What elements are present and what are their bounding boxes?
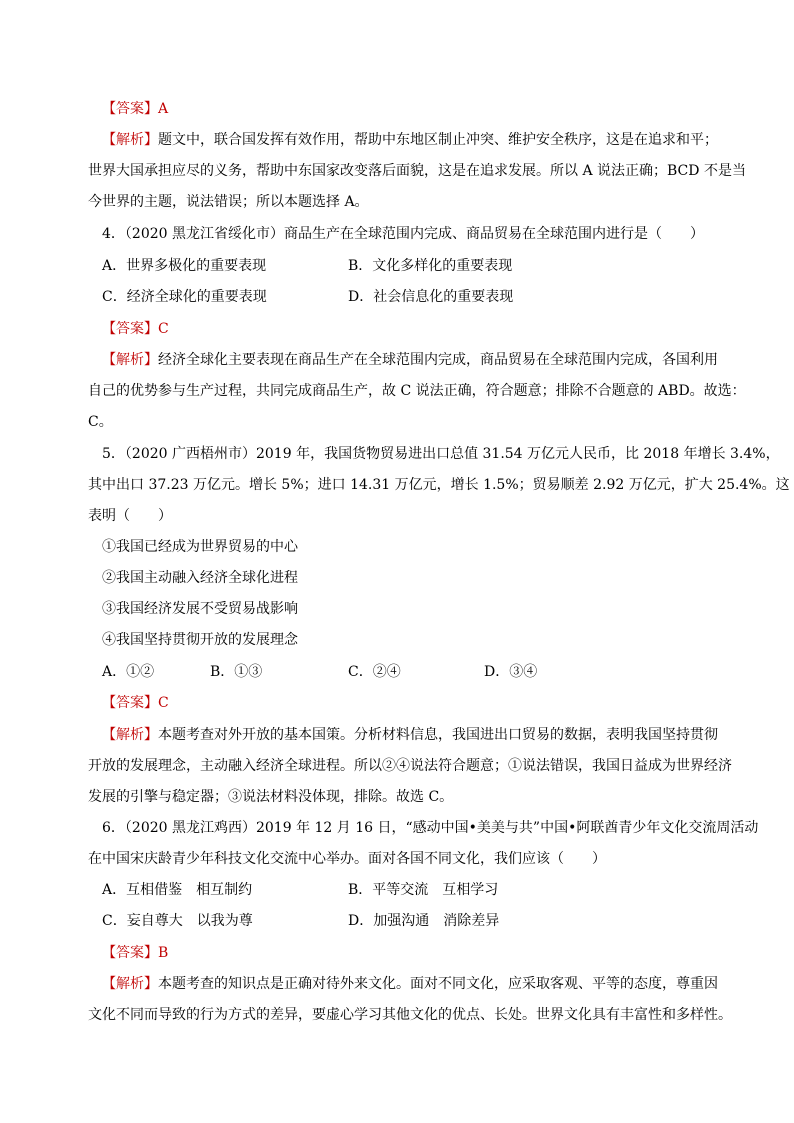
answer-value: C [158,321,169,337]
q5-item-2: ②我国主动融入经济全球化进程 [102,570,298,586]
q4-option-d: D．社会信息化的重要表现 [348,289,514,305]
q5-item-3: ③我国经济发展不受贸易战影响 [102,601,298,617]
q4-option-a: A．世界多极化的重要表现 [102,258,267,274]
q5-option-a: A．①② [102,664,155,680]
q5-item-4: ④我国坚持贯彻开放的发展理念 [102,632,298,648]
q4-stem: 4．（2020 黑龙江省绥化市）商品生产在全球范围内完成、商品贸易在全球范围内进行是（ ） [102,226,704,242]
q6-option-b: B．平等交流 互相学习 [348,882,499,898]
q3-answer [102,99,168,119]
q5-option-b: B．①③ [210,664,263,680]
q5-stem-line-3: 表明（ ） [88,508,172,524]
q6-analysis-line-2: 文化不同而导致的行为方式的差异，要虚心学习其他文化的优点、长处。世界文化具有丰富性和多样性。 [88,1007,732,1023]
q5-analysis-line-1: 【解析】本题考查对外开放的基本国策。分析材料信息，我国进出口贸易的数据，表明我国坚持贯彻 [102,727,718,743]
answer-tag: 【答案】 [102,101,158,117]
q5-stem-line-1: 5．（2020 广西梧州市）2019 年，我国货物贸易进出口总值 31.54 万亿元人民币，比 2018 年增长 3.4%， [102,446,780,462]
q6-answer [102,943,168,963]
q3-analysis-line-3: 今世界的主题，说法错误；所以本题选择 A。 [88,194,369,210]
q4-answer [102,319,169,339]
analysis-tag: 【解析】 [102,976,158,992]
q4-analysis-line-3: C。 [88,414,113,430]
q5-option-d: D．③④ [484,664,538,680]
q4-option-c: C．经济全球化的重要表现 [102,289,267,305]
answer-tag: 【答案】 [102,945,158,961]
q4-option-b: B．文化多样化的重要表现 [348,258,513,274]
q6-option-c: C．妄自尊大 以我为尊 [102,913,253,929]
q5-option-c: C．②④ [348,664,401,680]
q6-stem-line-1: 6．（2020 黑龙江鸡西）2019 年 12 月 16 日，“感动中国•美美与共”中国•阿联酋青少年文化交流周活动 [102,820,759,836]
q5-stem-line-2: 其中出口 37.23 万亿元。增长 5%；进口 14.31 万亿元，增长 1.5%；贸易顺差 2.92 万亿元，扩大 25.4%。这 [88,477,790,493]
q6-option-a: A．互相借鉴 相互制约 [102,882,253,898]
q5-answer [102,693,169,713]
q5-item-1: ①我国已经成为世界贸易的中心 [102,539,298,555]
q4-analysis-line-1: 【解析】经济全球化主要表现在商品生产在全球范围内完成，商品贸易在全球范围内完成，各国利用 [102,352,718,368]
answer-tag: 【答案】 [102,321,158,337]
q6-analysis-line-1: 【解析】本题考查的知识点是正确对待外来文化。面对不同文化，应采取客观、平等的态度，尊重因 [102,976,718,992]
analysis-tag: 【解析】 [102,352,158,368]
q3-analysis-line-2: 世界大国承担应尽的义务，帮助中东国家改变落后面貌，这是在追求发展。所以 A 说法正确；BCD 不是当 [88,163,746,179]
answer-value: C [158,695,169,711]
q4-analysis-line-2: 自己的优势参与生产过程，共同完成商品生产，故 C 说法正确，符合题意；排除不合题意的 ABD。故选： [88,383,746,399]
analysis-tag: 【解析】 [102,132,158,148]
analysis-tag: 【解析】 [102,727,158,743]
q5-analysis-line-3: 发展的引擎与稳定器；③说法材料没体现，排除。故选 C。 [88,789,454,805]
q5-analysis-line-2: 开放的发展理念，主动融入经济全球进程。所以②④说法符合题意；①说法错误，我国日益成为世界经济 [88,758,732,774]
answer-value: A [158,101,169,117]
answer-value: B [158,945,169,961]
q6-stem-line-2: 在中国宋庆龄青少年科技文化交流中心举办。面对各国不同文化，我们应该（ ） [88,851,606,867]
answer-tag: 【答案】 [102,695,158,711]
q3-analysis-line-1: 【解析】题文中，联合国发挥有效作用，帮助中东地区制止冲突、维护安全秩序，这是在追求和平； [102,132,718,148]
q6-option-d: D．加强沟通 消除差异 [348,913,500,929]
